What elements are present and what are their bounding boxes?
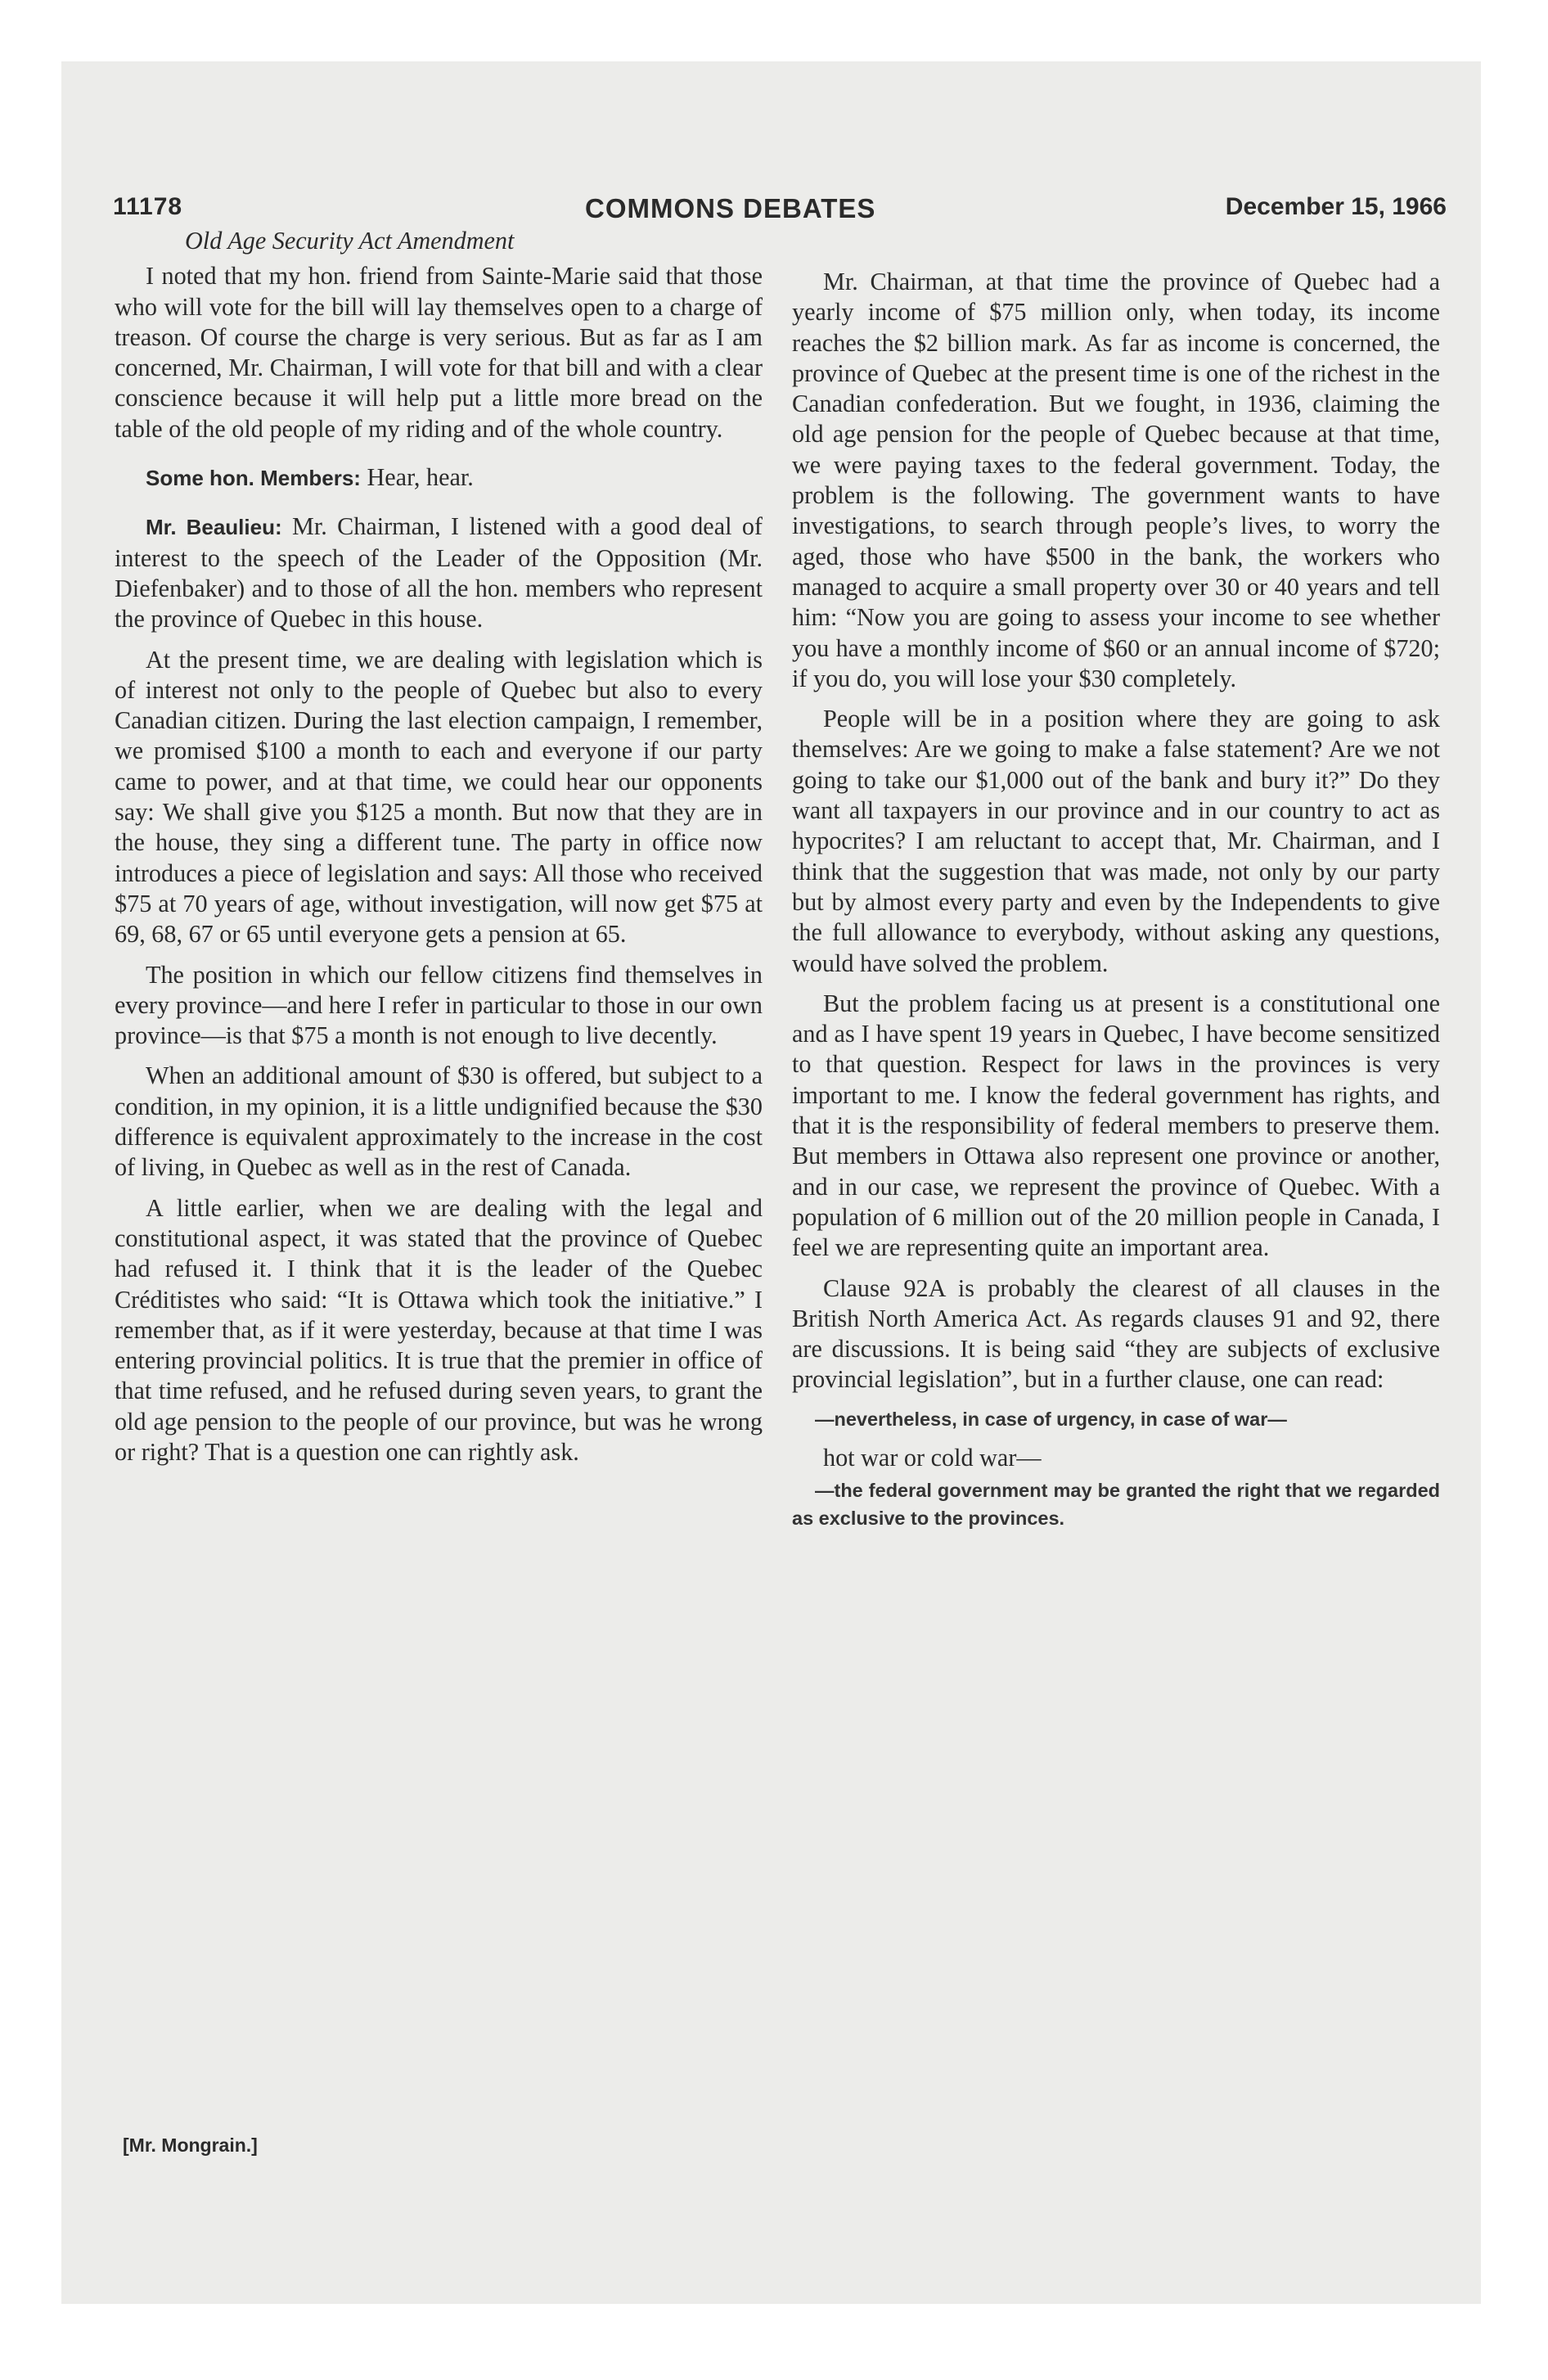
right-column: [792, 267, 1440, 1532]
paragraph: I noted that my hon. friend from Sainte-Marie said that those who will vote for the bill will lay themselves open to a charge of treason. Of course the charge is very serious. But as far as I am concerned, Mr. Chairman, I will vote for that bill and with a clear conscience because it will help put a little more bread on the table of the old people of my riding and of the whole country.: [115, 262, 763, 443]
paragraph: [115, 462, 763, 494]
paragraph: When an additional amount of $30 is offered, but subject to a condition, in my opinion, it is a little undignified because the $30 difference is equivalent approximately to the increase in the cost of living, in Quebec as well as in the rest of Canada.: [115, 1062, 763, 1182]
paragraph: Mr. Chairman, at that time the province of Quebec had a yearly income of $75 million only, when today, its income reaches the $2 billion mark. As far as income is concerned, the province of Quebec at the present time is one of the richest in the Canadian confederation. But we fought, in 1936, claiming the old age pension for the people of Quebec because at that time, we were paying taxes to the federal government. Today, the problem is the following. The government wants to have investigations, to search through people’s lives, to worry the aged, those who have $500 in the bank, the workers who managed to acquire a small property over 30 or 40 years and tell him: “Now you are going to assess your income to see whether you have a monthly income of $60 or an annual income of $720; if you do, you will lose your $30 completely.: [792, 268, 1440, 692]
speech-text: Mr. Chairman, I listened with a good deal of interest to the speech of the Leader of the Opposition (Mr. Diefenbaker) and to those of all the hon. members who represent the province of Quebec in this house.: [115, 512, 763, 633]
paragraph: At the present time, we are dealing with legislation which is of interest not only to the people of Quebec but also to every Canadian citizen. During the last election campaign, I remember, we promised $100 a month to each and everyone if our party came to power, and at that time, we could hear our opponents say: We shall give you $125 a month. But now that they are in the house, they sing a different tune. The party in office now introduces a piece of legislation and says: All those who received $75 at 70 years of age, without investigation, will now get $75 at 69, 68, 67 or 65 until everyone gets a pension at 65.: [115, 645, 763, 949]
paragraph: But the problem facing us at present is a constitutional one and as I have spent 19 years in Quebec, I have become sensitized to that question. Respect for laws in the provinces is very important to me. I know the federal government has rights, and that it is the responsibility of federal members to preserve them. But members in Ottawa also represent one province or another, and in our case, we represent the province of Quebec. With a population of 6 million out of the 20 million people in Canada, I feel we are representing quite an important area.: [792, 989, 1440, 1262]
paragraph: Clause 92A is probably the clearest of all clauses in the British North America Act. As regards clauses 91 and 92, there are discussions. It is being said “they are subjects of exclusive provincial legislation”, but in a further clause, one can read:: [792, 1273, 1440, 1394]
paragraph: hot war or cold war—: [823, 1443, 1042, 1472]
quotation: —the federal government may be granted the right that we regarded as exclusive to the provinces.: [792, 1479, 1440, 1529]
speech-text: Hear, hear.: [360, 463, 474, 492]
speaker-name: Some hon. Members:: [146, 466, 361, 491]
speaker-name: Mr. Beaulieu:: [146, 515, 282, 540]
publication-title: COMMONS DEBATES: [585, 193, 876, 223]
publication-date: December 15, 1966: [1225, 193, 1447, 220]
page-number: 11178: [113, 193, 183, 220]
running-head: Old Age Security Act Amendment: [185, 227, 515, 255]
quotation: —nevertheless, in case of urgency, in case of war—: [815, 1408, 1287, 1430]
speaker-footer: [Mr. Mongrain.]: [123, 2134, 258, 2156]
paragraph: The position in which our fellow citizens find themselves in every province—and here I refer in particular to those in our own province—is that $75 a month is not enough to live decently.: [115, 960, 763, 1050]
left-column: [115, 226, 763, 1467]
paragraph: A little earlier, when we are dealing with the legal and constitutional aspect, it was stated that the province of Quebec had refused it. I think that it is the leader of the Quebec Créditistes who said: “It is Ottawa which took the initiative.” I remember that, as if it were yesterday, because at that time I was entering provincial politics. It is true that the premier in office of that time refused, and he refused during seven years, to grant the old age pension to the people of our province, but was he wrong or right? That is a question one can rightly ask.: [115, 1193, 763, 1466]
paragraph: People will be in a position where they are going to ask themselves: Are we going to make a false statement? Are we not going to take our $1,000 out of the bank and bury it?” Do they want all taxpayers in our province and in our country to act as hypocrites? I am reluctant to accept that, Mr. Chairman, and I think that the suggestion that was made, not only by our party but by almost every party and even by the Independents to give the full allowance to everybody, without asking any questions, would have solved the problem.: [792, 705, 1440, 977]
paragraph: [115, 512, 763, 634]
